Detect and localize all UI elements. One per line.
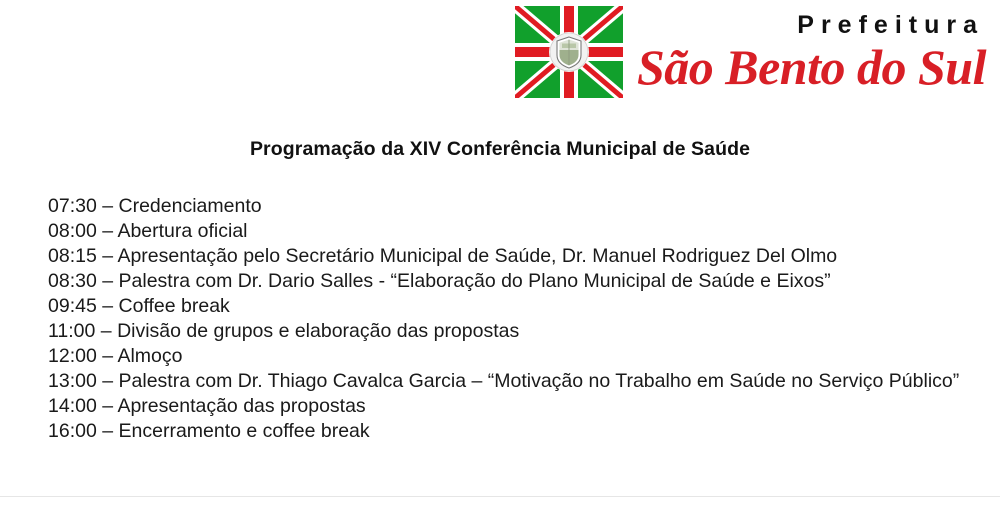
list-item <box>48 294 1000 319</box>
schedule-list <box>48 194 1000 444</box>
schedule-description: Abertura oficial <box>117 219 248 242</box>
coat-of-arms-icon <box>515 6 623 98</box>
list-item <box>48 394 1000 419</box>
schedule-time: 13:00 <box>48 369 97 392</box>
footer-divider <box>0 496 1000 523</box>
schedule-description: Encerramento e coffee break <box>118 419 370 442</box>
list-item <box>48 369 1000 394</box>
schedule-time: 12:00 <box>48 344 97 367</box>
schedule-time: 09:45 <box>48 294 97 317</box>
schedule-separator: – <box>102 269 114 292</box>
schedule-time: 07:30 <box>48 195 97 217</box>
schedule-time: 08:15 <box>48 244 97 267</box>
schedule-description: Apresentação pelo Secretário Municipal de Saúde, Dr. Manuel Rodriguez Del Olmo <box>117 244 838 267</box>
list-item <box>48 244 1000 269</box>
schedule-time: 14:00 <box>48 394 97 417</box>
schedule-time: 08:00 <box>48 219 97 242</box>
list-item <box>48 219 1000 244</box>
schedule-description: Credenciamento <box>118 195 262 217</box>
page-title: Programação da XIV Conferência Municipal de Saúde <box>249 138 751 160</box>
schedule-description: Apresentação das propostas <box>117 394 366 417</box>
schedule-separator: – <box>102 244 114 267</box>
schedule-separator: – <box>102 195 114 217</box>
city-name-label: São Bento do Sul <box>636 38 986 95</box>
list-item <box>48 419 1000 444</box>
schedule-separator: – <box>102 369 114 392</box>
list-item <box>48 269 1000 294</box>
schedule-time: 16:00 <box>48 419 97 442</box>
schedule-description: Almoço <box>117 344 183 367</box>
wordmark <box>636 10 986 95</box>
schedule-description: Coffee break <box>118 294 230 317</box>
schedule-description: Palestra com Dr. Dario Salles - “Elaboração do Plano Municipal de Saúde e Eixos” <box>118 269 831 292</box>
page-header <box>0 0 1000 110</box>
list-item <box>48 344 1000 369</box>
schedule-separator: – <box>102 394 114 417</box>
schedule-separator: – <box>102 419 114 442</box>
prefeitura-label: Prefeitura <box>797 10 984 39</box>
schedule-time: 08:30 <box>48 269 97 292</box>
schedule-time: 11:00 <box>48 319 96 342</box>
schedule-description: Palestra com Dr. Thiago Cavalca Garcia – “Motivação no Trabalho em Saúde no Serviço Público” <box>118 369 960 392</box>
schedule-separator: – <box>102 294 114 317</box>
list-item <box>48 319 1000 344</box>
schedule-separator: – <box>102 344 114 367</box>
list-item <box>48 194 1000 219</box>
brand-logo <box>515 6 986 98</box>
schedule-description: Divisão de grupos e elaboração das propostas <box>117 319 520 342</box>
schedule-separator: – <box>102 219 114 242</box>
schedule-separator: – <box>100 319 112 342</box>
